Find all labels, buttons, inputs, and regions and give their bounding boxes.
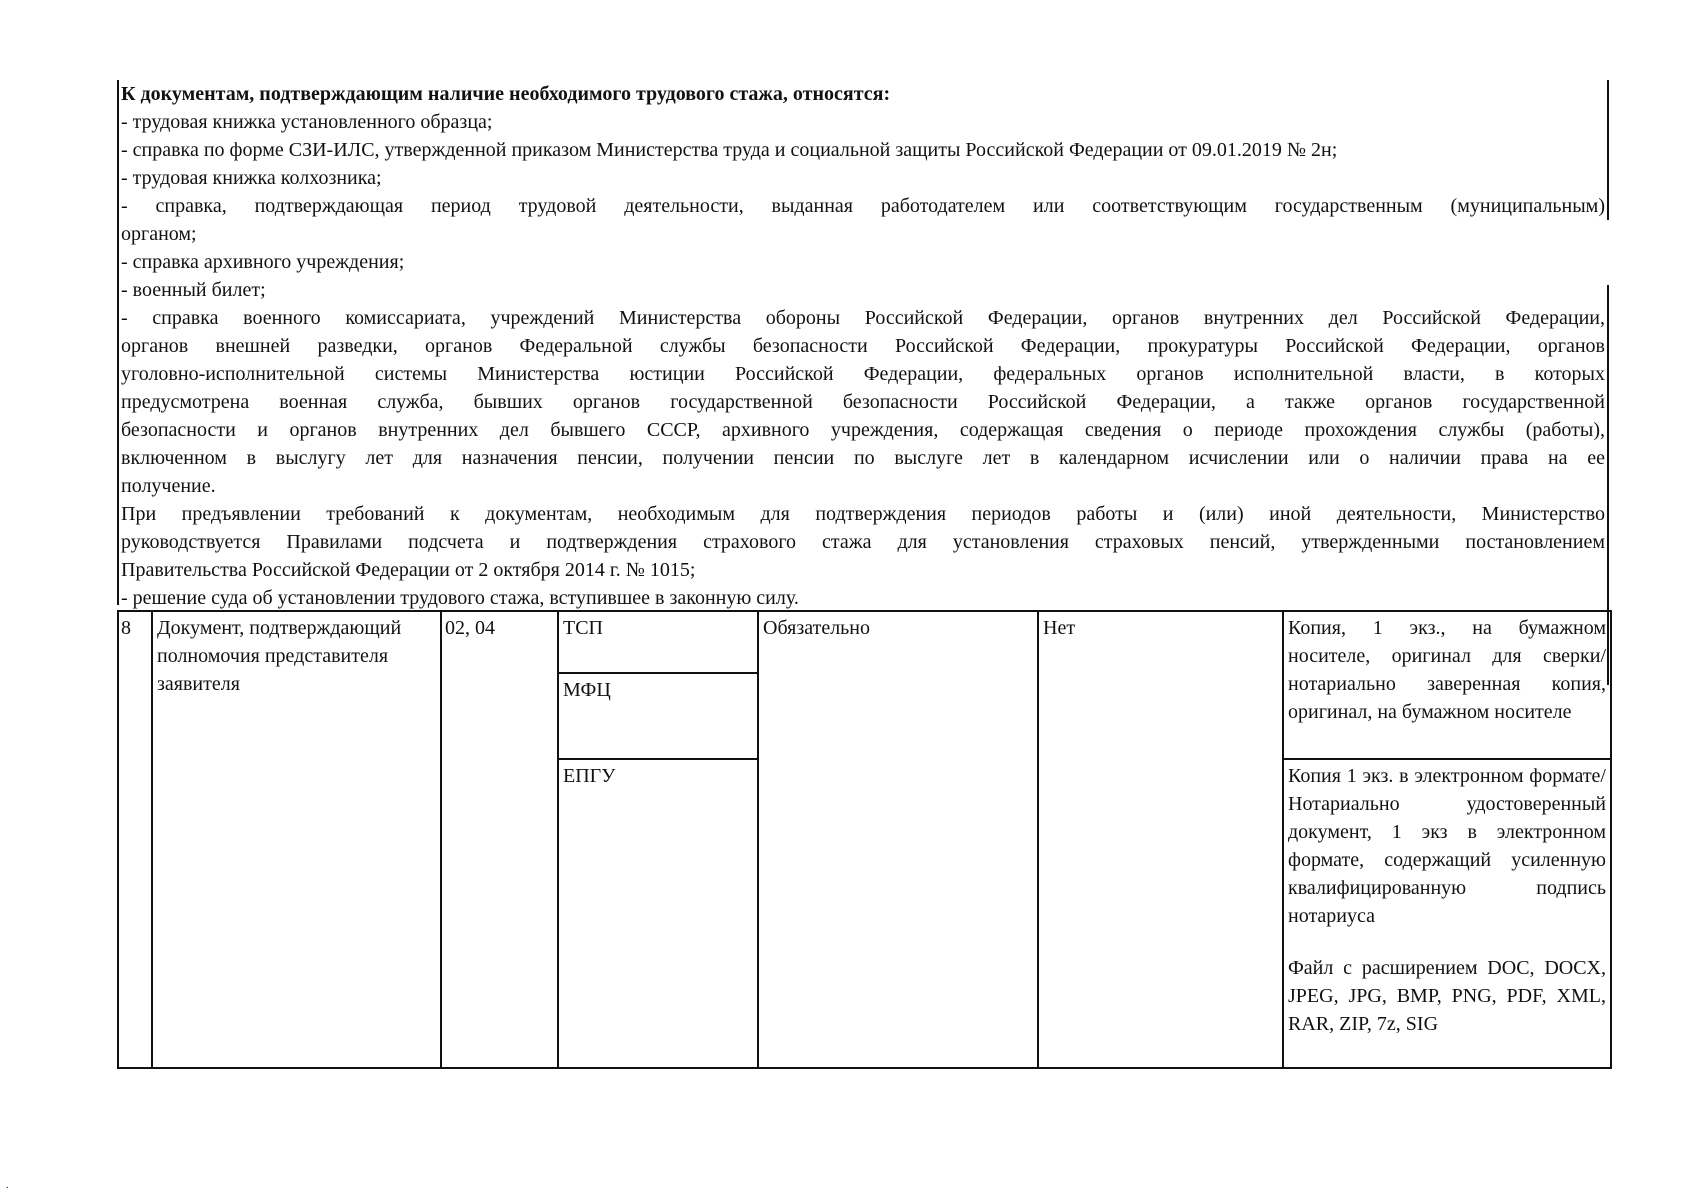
text-line: получение. — [121, 475, 216, 497]
text-line: уголовно-исполнительной системы Министерства юстиции Российской Федерации, федеральных органов исполнительной власти, в которых — [121, 363, 1605, 385]
text-line: - военный билет; — [121, 279, 266, 301]
right-border-line-top — [1607, 80, 1609, 220]
column-border — [151, 610, 153, 1069]
page-mark: . — [6, 1180, 9, 1191]
text-line: - справка архивного учреждения; — [121, 251, 405, 273]
left-border-line — [117, 80, 119, 605]
file-formats: Файл с расширением DOC, DOCX, JPEG, JPG, BMP, PNG, PDF, XML, RAR, ZIP, 7z, SIG — [1288, 957, 1606, 1035]
channel-tsp: ТСП — [563, 617, 603, 639]
column-border — [117, 610, 119, 1069]
text-line: - трудовая книжка колхозника; — [121, 167, 382, 189]
flag-value: Нет — [1043, 617, 1076, 639]
row-number: 8 — [121, 617, 131, 639]
text-line: При предъявлении требований к документам, необходимым для подтверждения периодов работы и (или) иной деятельности, Министерство — [121, 503, 1605, 525]
column-border — [757, 610, 759, 1069]
column-border — [557, 610, 559, 1069]
column-border — [1610, 610, 1612, 1069]
document-table — [117, 610, 1612, 1069]
text-line: Правительства Российской Федерации от 2 октября 2014 г. № 1015; — [121, 559, 696, 581]
channel-divider — [557, 758, 757, 760]
channel-mfc: МФЦ — [563, 679, 611, 701]
electronic-form-description: Копия 1 экз. в электронном формате/ Нотариально удостоверенный документ, 1 экз в электронном формате, содержащий усиленную квалифицированную подпись нотариуса — [1288, 765, 1606, 927]
requirement-value: Обязательно — [763, 617, 871, 639]
document-codes: 02, 04 — [445, 617, 495, 639]
text-line: руководствуется Правилами подсчета и подтверждения страхового стажа для установления страховых пенсий, утвержденными постановлением — [121, 531, 1605, 553]
text-line: - справка по форме СЗИ-ИЛС, утвержденной приказом Министерства труда и социальной защиты Российской Федерации от 09.01.2019 № 2н; — [121, 139, 1338, 161]
section-heading: К документам, подтверждающим наличие необходимого трудового стажа, относятся: — [121, 83, 891, 105]
column-border — [1037, 610, 1039, 1069]
column-border — [440, 610, 442, 1069]
format-divider — [1282, 758, 1612, 760]
text-line: - справка, подтверждающая период трудовой деятельности, выданная работодателем или соответствующим государственным (муниципальным) — [121, 195, 1605, 217]
text-line: предусмотрена военная служба, бывших органов государственной безопасности Российской Федерации, а также органов государственной — [121, 391, 1605, 413]
channel-epgu: ЕПГУ — [563, 765, 616, 787]
text-line: безопасности и органов внутренних дел бывшего СССР, архивного учреждения, содержащая сведения о периоде прохождения службы (работы), — [121, 419, 1605, 441]
text-line: - справка военного комиссариата, учреждений Министерства обороны Российской Федерации, органов внутренних дел Российской Федерации, — [121, 307, 1605, 329]
text-line: включенном в выслугу лет для назначения пенсии, получении пенсии по выслуге лет в календарном исчислении или о наличии права на ее — [121, 447, 1605, 469]
paper-form-description: Копия, 1 экз., на бумажном носителе, оригинал для сверки/нотариально заверенная копия, оригинал, на бумажном носителе — [1288, 617, 1606, 723]
table-top-border — [117, 610, 1612, 612]
text-line: органом; — [121, 223, 197, 245]
table-bottom-border — [117, 1067, 1612, 1069]
column-border — [1282, 610, 1284, 1069]
document-name: Документ, подтверждающий полномочия представителя заявителя — [157, 617, 402, 695]
text-line: органов внешней разведки, органов Федеральной службы безопасности Российской Федерации, прокуратуры Российской Федерации, органов — [121, 335, 1605, 357]
text-line: - трудовая книжка установленного образца; — [121, 111, 493, 133]
channel-divider — [557, 672, 757, 674]
text-line: - решение суда об установлении трудового стажа, вступившее в законную силу. — [121, 587, 799, 609]
